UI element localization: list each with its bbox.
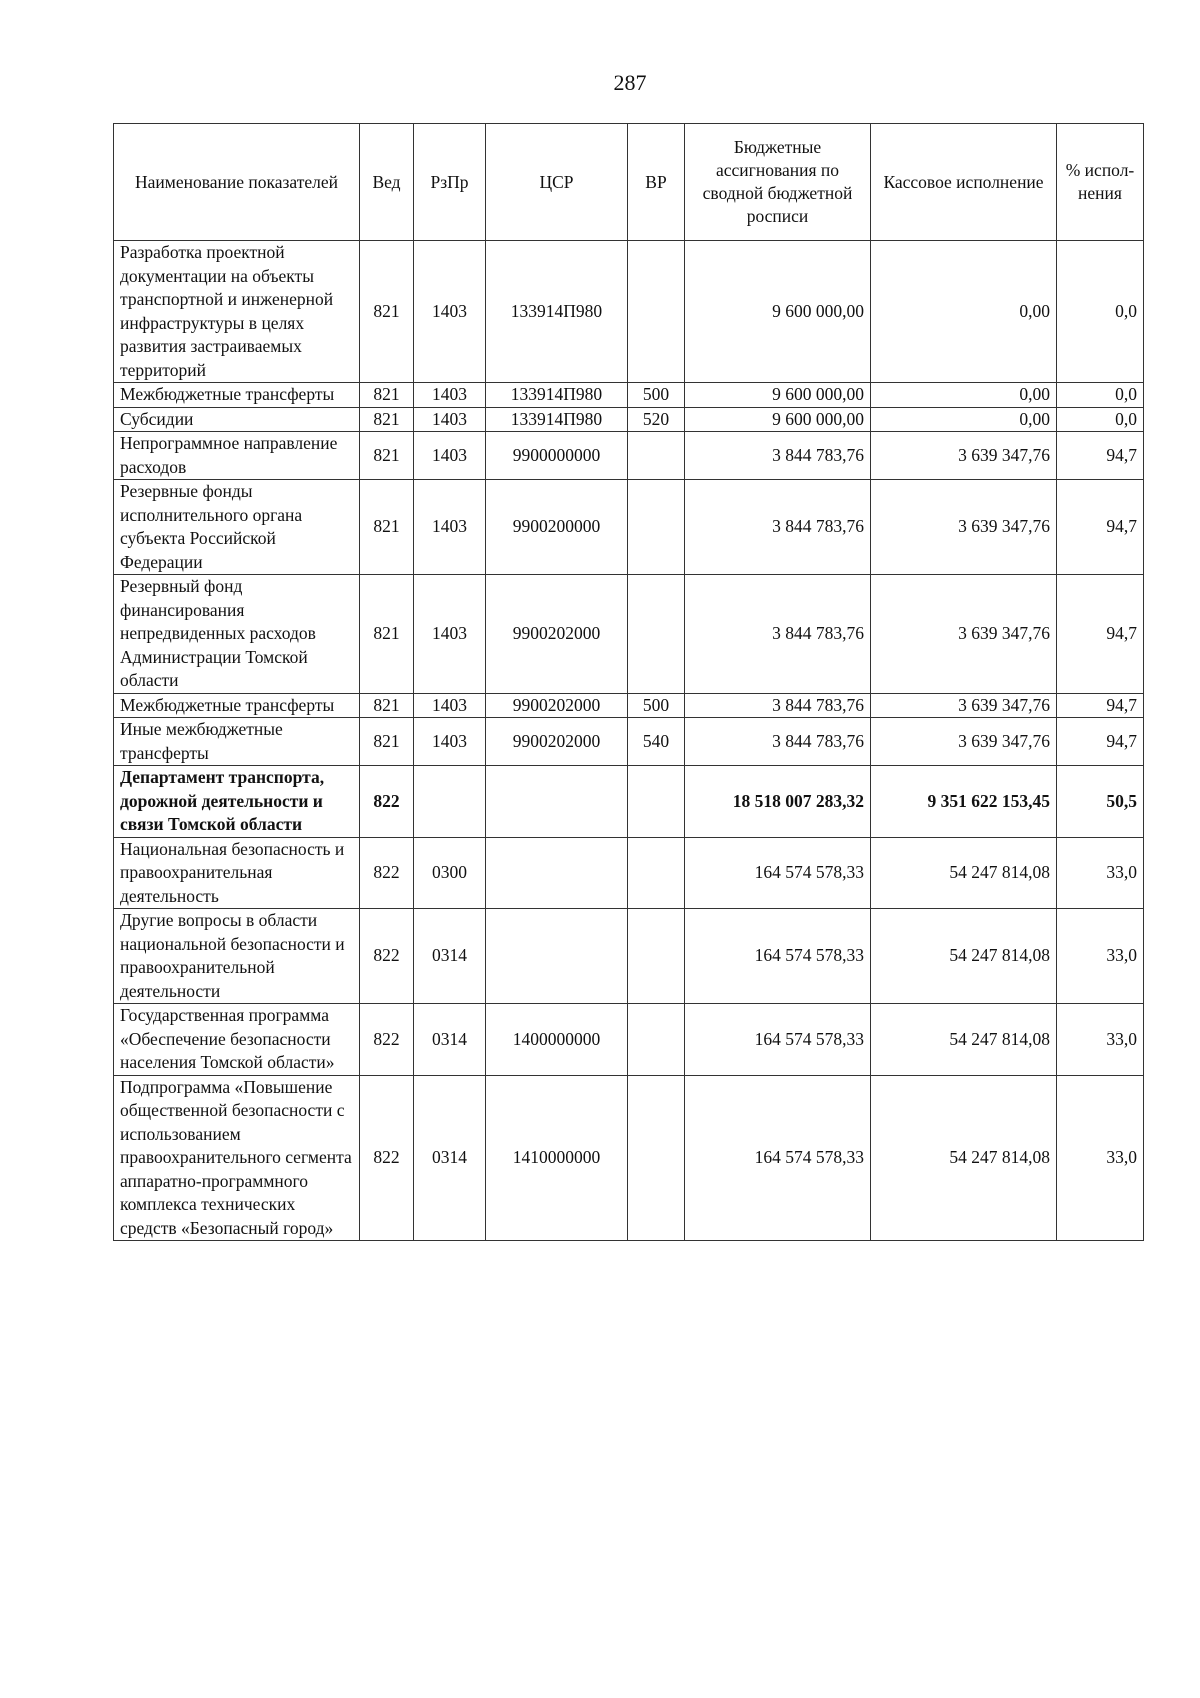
row-csr: 1410000000 [486, 1075, 628, 1241]
row-assignments: 9 600 000,00 [685, 241, 871, 383]
row-rzpr: 1403 [414, 432, 486, 480]
table-row [114, 407, 1144, 432]
row-ved: 822 [360, 837, 414, 909]
row-csr: 133914П980 [486, 383, 628, 408]
row-percent: 94,7 [1057, 432, 1144, 480]
row-assignments: 3 844 783,76 [685, 432, 871, 480]
row-rzpr: 1403 [414, 383, 486, 408]
row-ved: 822 [360, 766, 414, 838]
row-vr [628, 432, 685, 480]
table-row [114, 432, 1144, 480]
row-csr: 133914П980 [486, 241, 628, 383]
row-name: Подпрограмма «Повышение общественной безопасности с использованием правоохранительного сегмента аппаратно-программного комплекса технических средств «Безопасный город» [114, 1075, 360, 1241]
row-vr [628, 766, 685, 838]
table-row [114, 718, 1144, 766]
row-cash-execution: 0,00 [871, 407, 1057, 432]
row-name: Разработка проектной документации на объекты транспортной и инженерной инфраструктуры в целях развития застраиваемых территорий [114, 241, 360, 383]
row-vr: 500 [628, 383, 685, 408]
row-ved: 821 [360, 693, 414, 718]
table-row [114, 1004, 1144, 1076]
row-vr [628, 837, 685, 909]
row-assignments: 3 844 783,76 [685, 480, 871, 575]
row-vr [628, 241, 685, 383]
row-vr: 540 [628, 718, 685, 766]
table-row [114, 909, 1144, 1004]
row-name: Субсидии [114, 407, 360, 432]
header-percent-execution: % испол-нения [1057, 124, 1144, 241]
row-name: Непрограммное направление расходов [114, 432, 360, 480]
row-ved: 821 [360, 407, 414, 432]
row-name: Резервный фонд финансирования непредвиденных расходов Администрации Томской области [114, 575, 360, 694]
row-rzpr: 1403 [414, 480, 486, 575]
table-row [114, 480, 1144, 575]
header-assignments: Бюджетные ассигнования по сводной бюджетной росписи [685, 124, 871, 241]
row-assignments: 164 574 578,33 [685, 1075, 871, 1241]
row-csr [486, 766, 628, 838]
row-rzpr: 1403 [414, 575, 486, 694]
row-percent: 0,0 [1057, 241, 1144, 383]
row-cash-execution: 0,00 [871, 241, 1057, 383]
row-percent: 94,7 [1057, 693, 1144, 718]
row-cash-execution: 54 247 814,08 [871, 1075, 1057, 1241]
row-cash-execution: 9 351 622 153,45 [871, 766, 1057, 838]
row-csr: 133914П980 [486, 407, 628, 432]
row-vr [628, 480, 685, 575]
row-ved: 821 [360, 383, 414, 408]
row-ved: 821 [360, 718, 414, 766]
header-csr: ЦСР [486, 124, 628, 241]
row-cash-execution: 3 639 347,76 [871, 718, 1057, 766]
row-name: Другие вопросы в области национальной безопасности и правоохранительной деятельности [114, 909, 360, 1004]
row-percent: 33,0 [1057, 837, 1144, 909]
row-rzpr: 1403 [414, 718, 486, 766]
row-csr: 9900202000 [486, 718, 628, 766]
table-row [114, 575, 1144, 694]
row-ved: 821 [360, 241, 414, 383]
row-cash-execution: 0,00 [871, 383, 1057, 408]
row-percent: 33,0 [1057, 1004, 1144, 1076]
row-percent: 50,5 [1057, 766, 1144, 838]
budget-execution-table [113, 123, 1144, 1241]
row-csr: 9900202000 [486, 575, 628, 694]
header-rzpr: РзПр [414, 124, 486, 241]
row-assignments: 164 574 578,33 [685, 909, 871, 1004]
row-vr: 520 [628, 407, 685, 432]
table-header-row [114, 124, 1144, 241]
row-rzpr [414, 766, 486, 838]
row-cash-execution: 54 247 814,08 [871, 837, 1057, 909]
row-rzpr: 1403 [414, 241, 486, 383]
header-cash-execution: Кассовое исполнение [871, 124, 1057, 241]
row-csr: 9900202000 [486, 693, 628, 718]
page-number: 287 [613, 70, 647, 95]
row-assignments: 3 844 783,76 [685, 718, 871, 766]
row-name: Государственная программа «Обеспечение безопасности населения Томской области» [114, 1004, 360, 1076]
row-csr [486, 837, 628, 909]
row-name: Иные межбюджетные трансферты [114, 718, 360, 766]
row-name: Межбюджетные трансферты [114, 693, 360, 718]
row-cash-execution: 3 639 347,76 [871, 693, 1057, 718]
row-rzpr: 0300 [414, 837, 486, 909]
row-vr [628, 1004, 685, 1076]
row-cash-execution: 54 247 814,08 [871, 909, 1057, 1004]
row-rzpr: 1403 [414, 693, 486, 718]
table-row [114, 837, 1144, 909]
header-name: Наименование показателей [114, 124, 360, 241]
row-percent: 0,0 [1057, 407, 1144, 432]
row-percent: 94,7 [1057, 480, 1144, 575]
row-csr [486, 909, 628, 1004]
row-ved: 821 [360, 432, 414, 480]
row-assignments: 9 600 000,00 [685, 407, 871, 432]
row-ved: 822 [360, 1075, 414, 1241]
table-row [114, 241, 1144, 383]
table-row-department [114, 766, 1144, 838]
row-cash-execution: 3 639 347,76 [871, 575, 1057, 694]
row-ved: 821 [360, 480, 414, 575]
row-percent: 94,7 [1057, 718, 1144, 766]
row-percent: 94,7 [1057, 575, 1144, 694]
row-ved: 822 [360, 1004, 414, 1076]
row-name: Национальная безопасность и правоохранительная деятельность [114, 837, 360, 909]
row-percent: 33,0 [1057, 1075, 1144, 1241]
row-cash-execution: 3 639 347,76 [871, 432, 1057, 480]
row-percent: 33,0 [1057, 909, 1144, 1004]
row-name: Резервные фонды исполнительного органа субъекта Российской Федерации [114, 480, 360, 575]
row-assignments: 3 844 783,76 [685, 575, 871, 694]
row-assignments: 18 518 007 283,32 [685, 766, 871, 838]
row-name: Департамент транспорта, дорожной деятельности и связи Томской области [114, 766, 360, 838]
row-cash-execution: 54 247 814,08 [871, 1004, 1057, 1076]
row-rzpr: 0314 [414, 1075, 486, 1241]
table-row [114, 1075, 1144, 1241]
row-ved: 821 [360, 575, 414, 694]
row-ved: 822 [360, 909, 414, 1004]
header-vr: ВР [628, 124, 685, 241]
row-percent: 0,0 [1057, 383, 1144, 408]
row-csr: 1400000000 [486, 1004, 628, 1076]
row-assignments: 3 844 783,76 [685, 693, 871, 718]
row-vr [628, 1075, 685, 1241]
row-vr [628, 909, 685, 1004]
row-rzpr: 0314 [414, 1004, 486, 1076]
row-rzpr: 0314 [414, 909, 486, 1004]
row-name: Межбюджетные трансферты [114, 383, 360, 408]
table-row [114, 693, 1144, 718]
row-assignments: 164 574 578,33 [685, 837, 871, 909]
row-assignments: 9 600 000,00 [685, 383, 871, 408]
row-vr: 500 [628, 693, 685, 718]
row-cash-execution: 3 639 347,76 [871, 480, 1057, 575]
table-row [114, 383, 1144, 408]
row-csr: 9900200000 [486, 480, 628, 575]
row-assignments: 164 574 578,33 [685, 1004, 871, 1076]
row-vr [628, 575, 685, 694]
row-csr: 9900000000 [486, 432, 628, 480]
header-ved: Вед [360, 124, 414, 241]
row-rzpr: 1403 [414, 407, 486, 432]
